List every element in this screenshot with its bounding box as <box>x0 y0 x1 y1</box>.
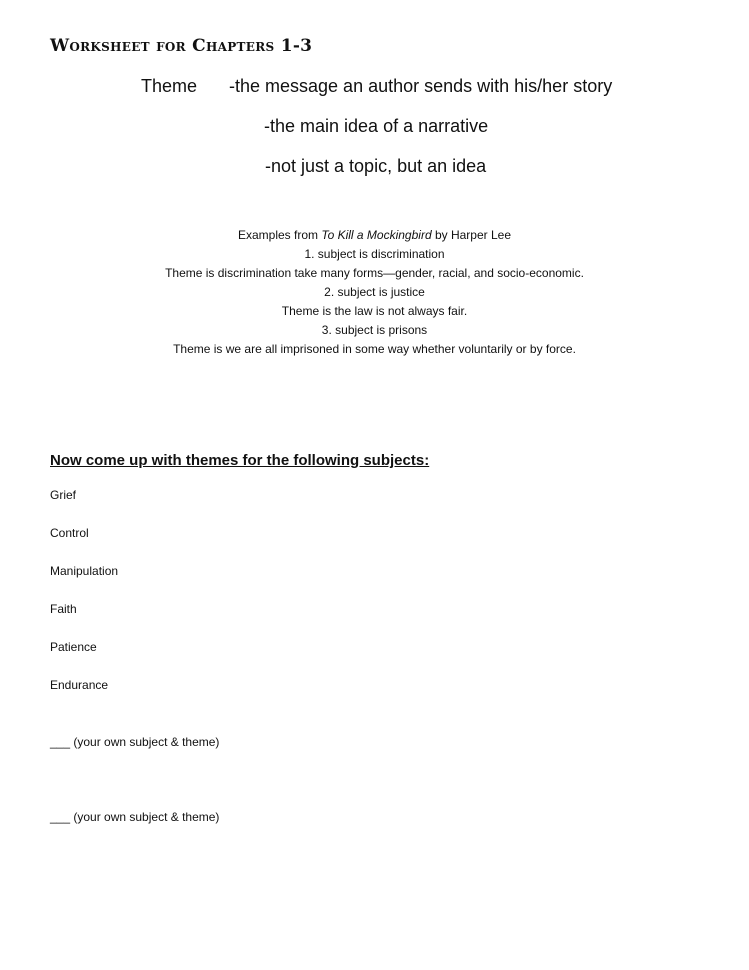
worksheet-title: Worksheet for Chapters 1-3 <box>50 36 313 56</box>
example-theme-1: Theme is discrimination take many forms—gender, racial, and socio-economic. <box>165 266 584 280</box>
examples-intro-prefix: Examples from <box>237 228 322 242</box>
example-subject-3: 3. subject is prisons <box>321 323 428 337</box>
examples-block <box>0 226 749 359</box>
subject-patience: Patience <box>50 640 97 654</box>
theme-label: Theme <box>141 76 198 96</box>
example-theme-3: Theme is we are all imprisoned in some way whether voluntarily or by force. <box>173 342 576 356</box>
subject-manipulation: Manipulation <box>50 564 119 578</box>
book-title: To Kill a Mockingbird <box>321 228 432 242</box>
examples-intro-suffix: by Harper Lee <box>431 228 512 242</box>
subject-endurance: Endurance <box>50 678 109 692</box>
own-subject-2: ___ (your own subject & theme) <box>50 810 220 824</box>
examples-intro <box>0 226 749 245</box>
theme-definition-2: -the main idea of a narrative <box>264 116 489 136</box>
theme-definition-1: -the message an author sends with his/her story <box>229 76 613 96</box>
own-subject-1: ___ (your own subject & theme) <box>50 735 220 749</box>
subject-grief: Grief <box>50 488 77 502</box>
subject-faith: Faith <box>50 602 77 616</box>
example-theme-2: Theme is the law is not always fair. <box>281 304 468 318</box>
subjects-prompt: Now come up with themes for the following subjects: <box>50 452 430 469</box>
theme-definition-3: -not just a topic, but an idea <box>265 156 487 176</box>
subject-control: Control <box>50 526 89 540</box>
example-subject-1: 1. subject is discrimination <box>304 247 445 261</box>
example-subject-2: 2. subject is justice <box>324 285 425 299</box>
